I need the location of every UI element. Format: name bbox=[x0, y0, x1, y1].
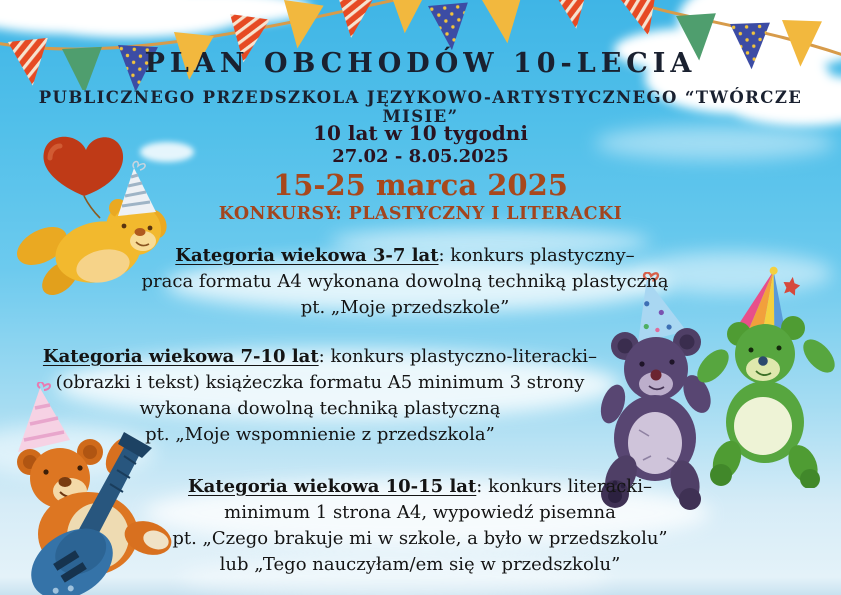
category-line: pt. „Czego brakuje mi w szkole, a było w przedszkolu” bbox=[172, 528, 668, 549]
category-block-7-10 bbox=[15, 344, 625, 448]
category-first-line bbox=[115, 474, 725, 500]
page-subtitle: PUBLICZNEGO PRZEDSZKOLA JĘZYKOWO-ARTYSTYCZNEGO “TWÓRCZE MISIE” bbox=[38, 88, 803, 126]
category-line: wykonana dowolną techniką plastyczną bbox=[139, 398, 501, 419]
category-first-line bbox=[95, 243, 715, 269]
category-line: lub „Tego nauczyłam/em się w przedszkolu” bbox=[219, 554, 621, 575]
category-line: pt. „Moje wspomnienie z przedszkola” bbox=[145, 424, 495, 445]
hat-star bbox=[781, 275, 801, 296]
category-intro: : konkurs plastyczny– bbox=[438, 245, 635, 266]
tagline: 10 lat w 10 tygodni bbox=[313, 121, 528, 145]
category-first-line bbox=[15, 344, 625, 370]
category-block-10-15 bbox=[115, 474, 725, 578]
category-line: minimum 1 strona A4, wypowiedź pisemna bbox=[224, 502, 616, 523]
category-line: praca formatu A4 wykonana dowolną techniką plastyczną bbox=[141, 271, 669, 292]
category-heading: Kategoria wiekowa 7-10 lat bbox=[42, 346, 319, 367]
category-heading: Kategoria wiekowa 3-7 lat bbox=[175, 245, 439, 266]
page-title: PLAN OBCHODÓW 10-LECIA bbox=[144, 48, 697, 79]
event-name: KONKURSY: PLASTYCZNY I LITERACKI bbox=[218, 204, 623, 224]
event-dates: 15-25 marca 2025 bbox=[273, 168, 568, 202]
category-line: (obrazki i tekst) książeczka formatu A5 minimum 3 strony bbox=[55, 372, 585, 393]
category-line: pt. „Moje przedszkole” bbox=[300, 297, 510, 318]
category-block-3-7 bbox=[95, 243, 715, 321]
overall-date-range: 27.02 - 8.05.2025 bbox=[332, 146, 509, 167]
category-intro: : konkurs literacki– bbox=[476, 476, 652, 497]
category-intro: : konkurs plastyczno-literacki– bbox=[318, 346, 598, 367]
category-heading: Kategoria wiekowa 10-15 lat bbox=[188, 476, 477, 497]
